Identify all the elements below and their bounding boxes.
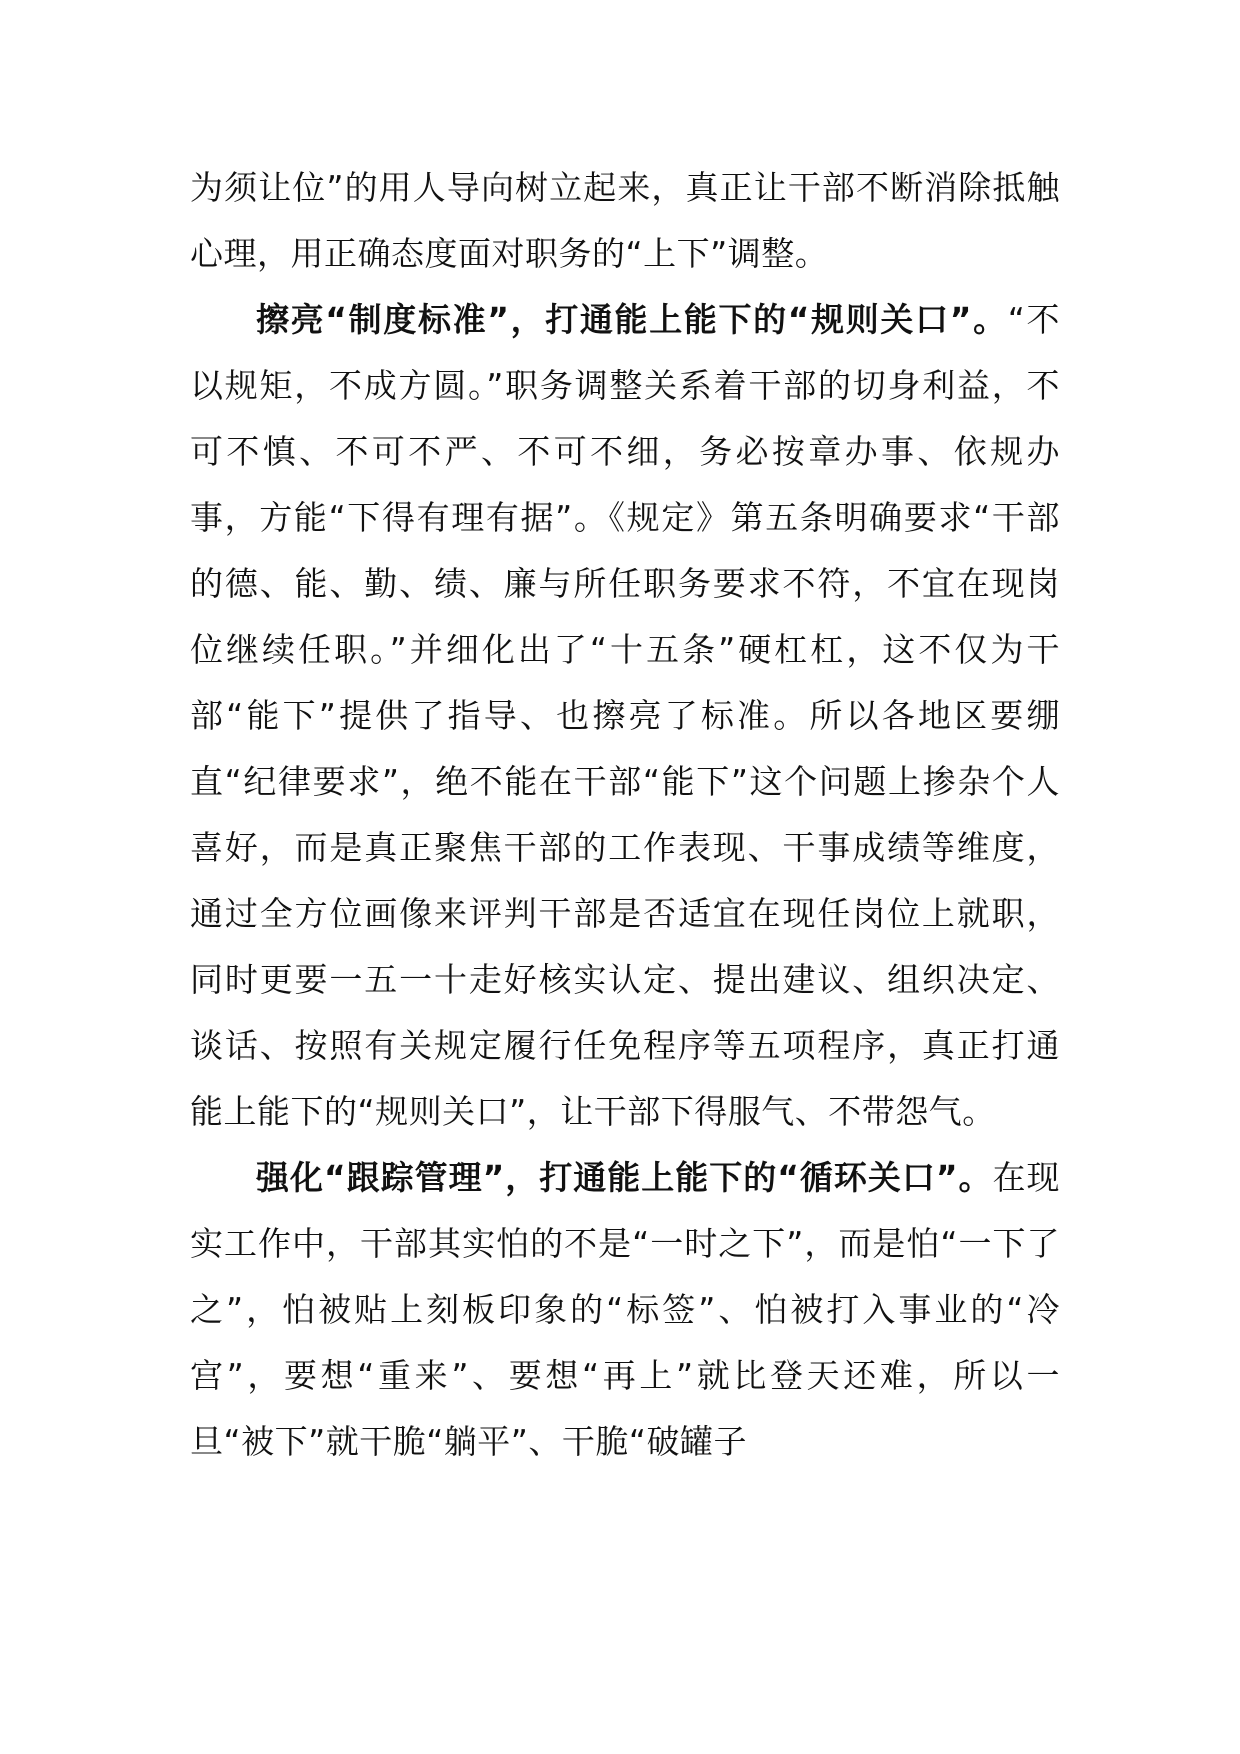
document-page [190, 155, 1060, 1475]
paragraph-text: “不以规矩，不成方圆。”职务调整关系着干部的切身利益，不可不慎、不可不严、不可不细，务必按章办事、依规办事，方能“下得有理有据”。《规定》第五条明确要求“干部的德、能、勤、绩、廉与所任职务要求不符，不宜在现岗位继续任职。”并细化出了“十五条”硬杠杠，这不仅为干部“能下”提供了指导、也擦亮了标准。所以各地区要绷直“纪律要求”，绝不能在干部“能下”这个问题上掺杂个人喜好，而是真正聚焦干部的工作表现、干事成绩等维度，通过全方位画像来评判干部是否适宜在现任岗位上就职，同时更要一五一十走好核实认定、提出建议、组织决定、谈话、按照有关规定履行任免程序等五项程序，真正打通能上能下的“规则关口”，让干部下得服气、不带怨气。 [190, 300, 1060, 1131]
paragraph-cycle-gate [190, 1145, 1060, 1475]
paragraph-rules-gate [190, 287, 1060, 1145]
paragraph-continuation [190, 155, 1060, 287]
paragraph-text: 为须让位”的用人导向树立起来，真正让干部不断消除抵触心理，用正确态度面对职务的“上下”调整。 [190, 168, 1060, 273]
paragraph-lead-heading: 擦亮“制度标准”，打通能上能下的“规则关口”。 [256, 300, 1008, 339]
paragraph-text: 在现实工作中，干部其实怕的不是“一时之下”，而是怕“一下了之”，怕被贴上刻板印象的“标签”、怕被打入事业的“冷宫”，要想“重来”、要想“再上”就比登天还难，所以一旦“被下”就干脆“躺平”、干脆“破罐子 [190, 1158, 1060, 1461]
paragraph-lead-heading: 强化“跟踪管理”，打通能上能下的“循环关口”。 [256, 1158, 993, 1197]
